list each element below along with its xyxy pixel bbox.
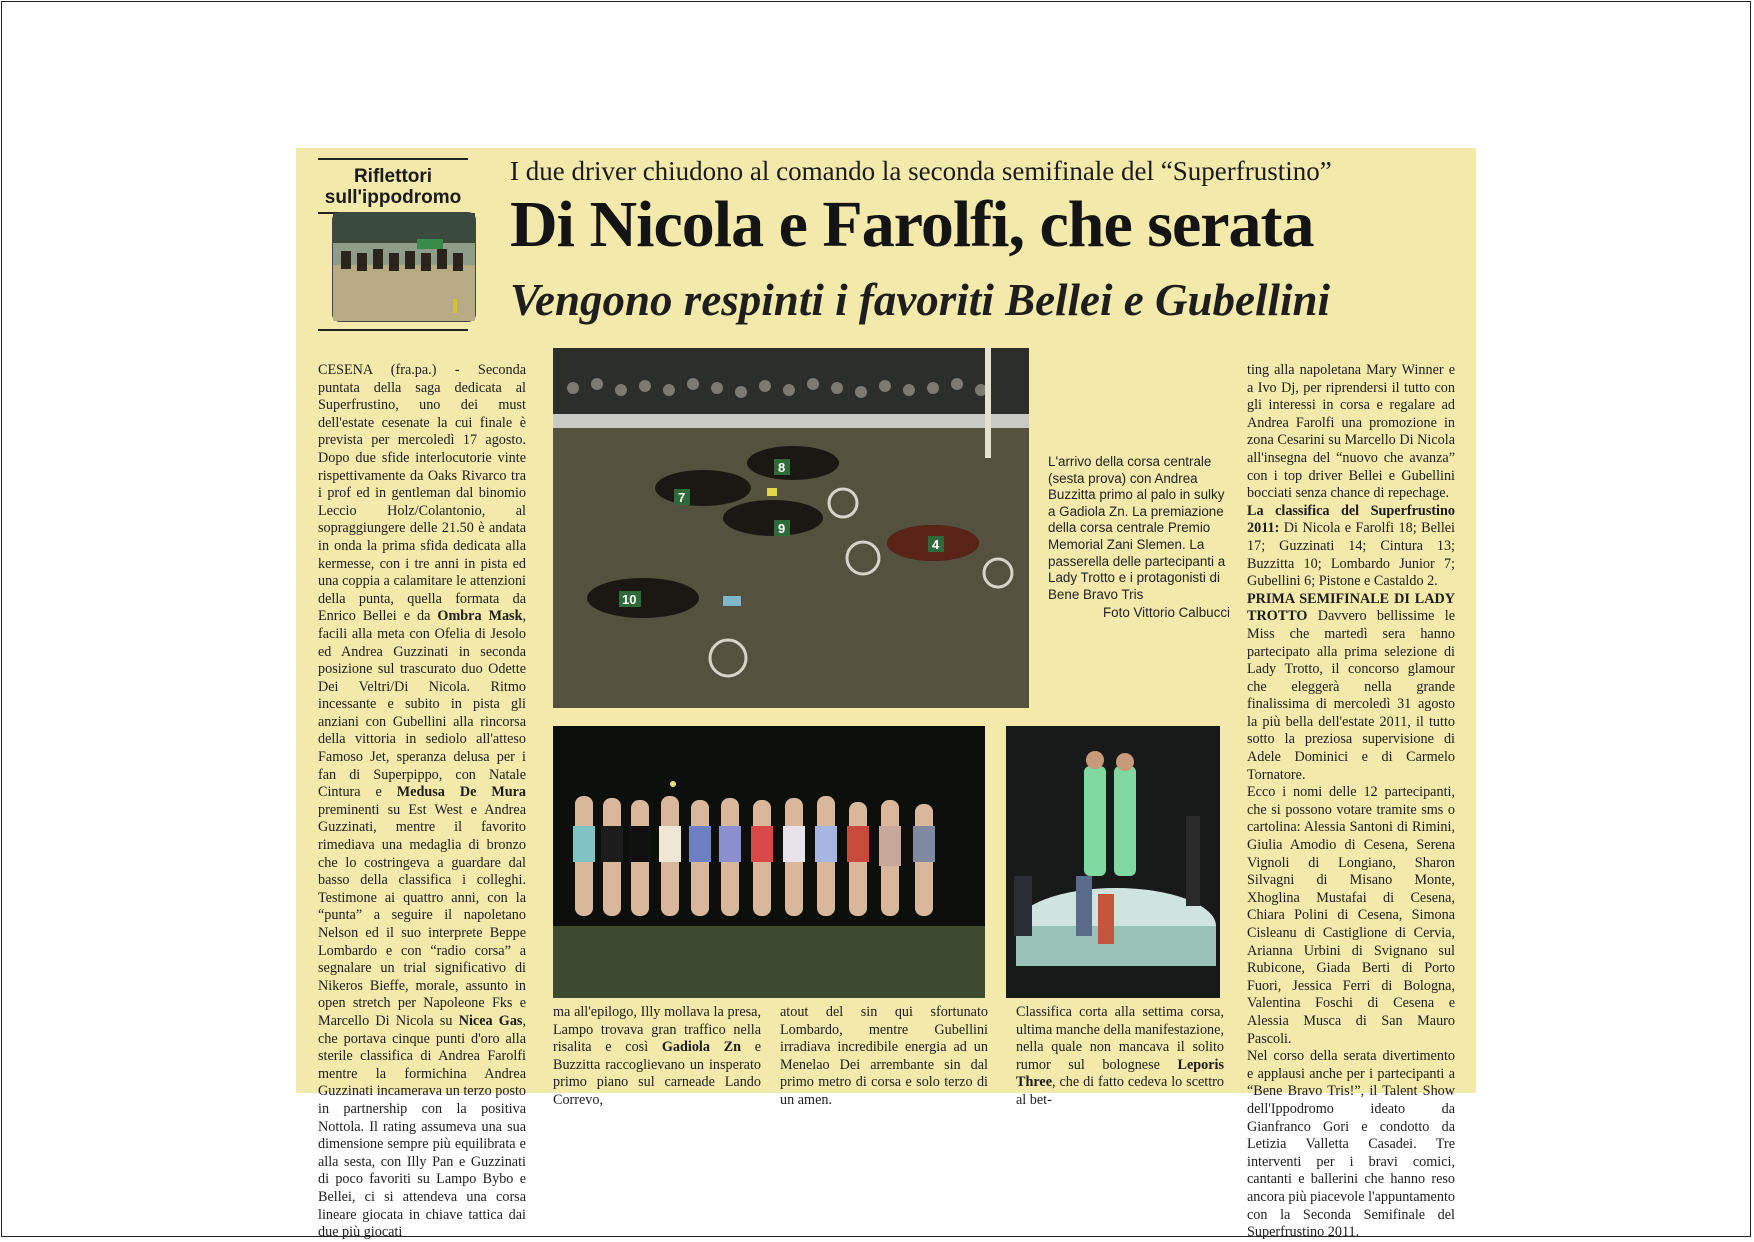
article-column-1: [318, 362, 527, 1241]
column-5-para-4: Ecco i nomi delle 12 partecipanti, che si possono votare tramite sms o cartolina: Alessia Santoni di Rimini, Giulia Amodio di Cesena, Serena Vignoli di Longiano, Sharon Silvagni di Misano Monte, Xhoglina Mustafai di Cesena, Chiara Polini di Cesena, Simona Cisleanu di Castiglione di Cervia, Arianna Urbini di Svignano sul Rubicone, Giada Berti di Porto Fuori, Jessica Ferri di Bologna, Valentina Foschi di Cesena e Alessia Musca di San Mauro Pascoli.: [1247, 784, 1455, 1047]
horse-name-ombra-mask: Ombra Mask: [437, 608, 523, 625]
article-column-2: [553, 1004, 762, 1108]
column-4-text-b: , che di fatto cedeva lo scettro al bet-: [1016, 1074, 1224, 1108]
column-1-text-d: , che portava cinque punti d'oro alla sterile classifica di Andrea Farolfi mentre la formichina Andrea Guzzinati incamerava un terzo posto in partnership con la positiva Nottola. Il rating assumeva una sua dimensione sempre più equilibrata e alla sesta, con Illy Pan e Guzzinati di poco favoriti su Lampo Bybo e Bellei, ci si attendeva una corsa lineare giocata in chiave tattica dai due più giocati: [318, 1012, 526, 1241]
kicker: I due driver chiudono al comando la seconda semifinale del “Superfrustino”: [510, 156, 1332, 186]
column-1-text-c: preminenti su Est West e Andrea Guzzinati, mentre il favorito rimediava una medaglia di bronzo che lo costringeva a guardare dal basso della classifica i colleghi. Testimone ai quattro anni, con la “punta” a seguire il napoletano Nelson ed il suo interprete Beppe Lombardo e con “radio corsa” a segnalare un trial significativo di Nikeros Bieffe, morale, assunto in open stretch per Napoleone Fks e Marcello Di Nicola su: [318, 801, 526, 1029]
column-1-text-a: CESENA (fra.pa.) - Seconda puntata della saga dedicata al Superfrustino, uno dei must dell'estate cesenate la cui finale è prevista per mercoledì 17 agosto. Dopo due sfide interlocutorie vinte rispettivamente da Oaks Rivarco tra i prof ed in gentleman dal binomio Leccio Holz/Colantonio, al sopraggiungere delle 21.50 è andata in onda la prima sfida dedicata alla kermesse, con i tre anni in pista ed una coppia a calamitare le attenzioni della punta, quella formata da Enrico Bellei e da: [318, 362, 526, 625]
section-tag: [318, 158, 468, 214]
column-5-para-1: ting alla napoletana Mary Winner e a Ivo Dj, per riprendersi il tutto con gli interessi in corsa e regalare ad Andrea Farolfi una promozione in zona Cesarini su Marcello Di Nicola all'insegna del “nuovo che avanza” con i top driver Bellei e Gubellini bocciati senza chance di repechage.: [1247, 362, 1455, 502]
headline: Di Nicola e Farolfi, che serata: [510, 188, 1314, 261]
horse-name-gadiola: Gadiola Zn: [661, 1039, 741, 1056]
column-4-text-a: Classifica corta alla settima corsa, ultima manche della manifestazione, nella quale non mancava il solito rumor sul bolognese: [1016, 1004, 1224, 1073]
column-2-text-b: e Buzzitta raccoglievano un insperato primo piano sul carneade Lando Correvo,: [553, 1039, 762, 1108]
race-finish-image: [553, 348, 1029, 708]
column-5-para-2: Di Nicola e Farolfi 18; Bellei 17; Guzzinati 14; Cintura 13; Buzzitta 10; Lombardo Junior 7; Gubellini 6; Pistone e Castaldo 2.: [1247, 520, 1456, 590]
prima-semifinale-label: PRIMA SEMIFINALE DI LADY TROTTO: [1247, 590, 1455, 625]
column-2-text-a: ma all'epilogo, Illy mollava la presa, Lampo trovava gran traffico nella risalita e così: [553, 1004, 761, 1056]
section-tag-rule: [318, 329, 468, 331]
bene-bravo-tris-image: [1006, 726, 1220, 998]
photo-credit: Foto Vittorio Calbucci: [1102, 605, 1230, 621]
column-1-text-b: , facili alla meta con Ofelia di Jesolo ed Andrea Guzzinati in seconda posizione sul trascurato duo Odette Dei Veltri/Di Nicola. Ritmo incessante e subito in pista gli anziani con Gubellini alla rincorsa della vittoria in sediolo all'atteso Famoso Jet, speranza delusa per i fan di Superpippo, con Natale Cintura e: [318, 608, 527, 801]
section-tag-line1: Riflettori: [353, 166, 433, 187]
lady-trotto-photo: [553, 726, 985, 998]
classifica-label: La classifica del Superfrustino 2011:: [1247, 502, 1455, 537]
horse-name-medusa: Medusa De Mura: [396, 784, 526, 801]
section-thumbnail-photo: [332, 212, 476, 322]
column-5-para-3: Davvero bellissime le Miss che martedì sera hanno partecipato alla prima selezione di Lady Trotto, il concorso glamour che eleggerà nella grande finalissima di mercoledì 31 agosto la più bella dell'estate 2011, il tutto sotto la preziosa supervisione di Adele Dominici e di Carmelo Tornatore.: [1247, 608, 1455, 783]
race-finish-photo: [553, 348, 1029, 708]
race-number-8: 8: [778, 460, 786, 475]
article-column-5: [1247, 362, 1456, 1241]
lady-trotto-image: [553, 726, 985, 998]
race-number-4: 4: [932, 537, 940, 552]
bene-bravo-tris-photo: [1006, 726, 1220, 998]
race-number-7: 7: [678, 490, 686, 505]
subheadline: Vengono respinti i favoriti Bellei e Gubellini: [510, 275, 1331, 325]
photo-caption: [1048, 454, 1230, 622]
race-number-10: 10: [622, 592, 637, 607]
horse-name-leporis: Leporis Three: [1016, 1056, 1224, 1091]
newspaper-clipping: [296, 148, 1476, 1241]
section-tag-line2: sull'ippodromo: [324, 187, 462, 208]
caption-text: L'arrivo della corsa centrale (sesta prova) con Andrea Buzzitta primo al palo in sulky a Gadiola Zn. La premiazione della corsa centrale Premio Memorial Zani Slemen. La passerella delle partecipanti a Lady Trotto e i protagonisti di Bene Bravo Tris: [1048, 454, 1226, 602]
article-column-4: [1016, 1004, 1224, 1108]
column-5-para-5: Nel corso della serata divertimento e applausi anche per i partecipanti a “Bene Bravo Tris!”, il Talent Show dell'Ippodromo ideato da Gianfranco Gori e condotto da Letizia Valletta Casadei. Tre interventi per i bravi comici, cantanti e ballerini che hanno reso ancora più piacevole l'appuntamento con la Seconda Semifinale del Superfrustino 2011.: [1247, 1048, 1455, 1241]
horse-name-nicea-gas: Nicea Gas: [458, 1012, 523, 1029]
thumbnail-race-image: [333, 213, 475, 321]
race-number-9: 9: [778, 521, 786, 536]
article-column-3: [780, 1004, 988, 1108]
column-3-text: atout del sin qui sfortunato Lombardo, mentre Gubellini irradiava incredibile energia ad un Menelao Dei arrembante sin dal primo metro di corsa e solo terzo di un amen.: [780, 1004, 988, 1108]
